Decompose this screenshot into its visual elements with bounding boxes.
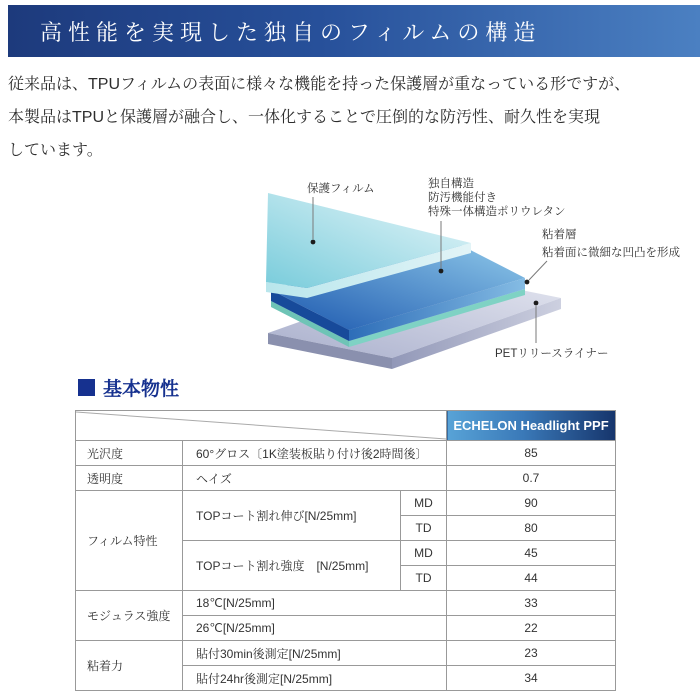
table-corner-cell — [76, 411, 447, 441]
label-protective-film: 保護フィルム — [307, 183, 375, 195]
row-value: 85 — [447, 441, 616, 466]
row-value: 80 — [447, 516, 616, 541]
section-heading — [78, 374, 179, 401]
label-adhesive-1: 粘着層 — [542, 229, 577, 241]
header-banner — [8, 5, 700, 57]
adhesive-leader-line — [529, 261, 547, 280]
row-category: 透明度 — [76, 466, 183, 491]
corner-diagonal-line — [76, 411, 446, 440]
row-test: 18℃[N/25mm] — [183, 591, 447, 616]
label-pet-liner: PETリリースライナー — [495, 348, 609, 360]
label-adhesive-2: 粘着面に微細な凹凸を形成 — [542, 247, 680, 259]
properties-table — [75, 410, 616, 691]
label-unique-structure-1: 独自構造 — [428, 178, 474, 190]
intro-line: 従来品は、TPUフィルムの表面に様々な機能を持った保護層が重なっている形ですが、 — [8, 76, 631, 93]
row-value: 33 — [447, 591, 616, 616]
row-test: TOPコート割れ強度 [N/25mm] — [183, 541, 401, 591]
row-value: 45 — [447, 541, 616, 566]
intro-paragraph — [8, 68, 694, 167]
row-category: フィルム特性 — [76, 491, 183, 591]
row-value: 44 — [447, 566, 616, 591]
row-test: 60°グロス〔1K塗装板貼り付け後2時間後〕 — [183, 441, 447, 466]
intro-line: しています。 — [8, 142, 103, 159]
section-title: 基本物性 — [103, 379, 180, 400]
row-value: 23 — [447, 641, 616, 666]
unique-structure-dot — [439, 269, 444, 274]
row-direction: TD — [401, 566, 447, 591]
row-test: 26℃[N/25mm] — [183, 616, 447, 641]
label-unique-structure-2: 防汚機能付き — [428, 192, 497, 204]
row-test: 貼付24hr後測定[N/25mm] — [183, 666, 447, 691]
label-unique-structure-3: 特殊一体構造ポリウレタン — [428, 206, 566, 218]
page-title: 高性能を実現した独自のフィルムの構造 — [40, 19, 542, 45]
row-direction: MD — [401, 491, 447, 516]
product-column-header: ECHELON Headlight PPF — [447, 411, 616, 441]
row-direction: TD — [401, 516, 447, 541]
row-value: 90 — [447, 491, 616, 516]
row-category: モジュラス強度 — [76, 591, 183, 641]
pet-liner-dot — [534, 301, 539, 306]
row-value: 34 — [447, 666, 616, 691]
row-category: 光沢度 — [76, 441, 183, 466]
row-test: TOPコート割れ伸び[N/25mm] — [183, 491, 401, 541]
row-test: 貼付30min後測定[N/25mm] — [183, 641, 447, 666]
row-direction: MD — [401, 541, 447, 566]
row-category: 粘着力 — [76, 641, 183, 691]
layer-diagram-svg — [185, 175, 680, 370]
adhesive-dot — [525, 280, 530, 285]
protective-film-dot — [311, 240, 316, 245]
row-test: ヘイズ — [183, 466, 447, 491]
row-value: 0.7 — [447, 466, 616, 491]
intro-line: 本製品はTPUと保護層が融合し、一体化することで圧倒的な防汚性、耐久性を実現 — [8, 109, 601, 126]
section-marker-square — [78, 379, 95, 396]
film-structure-diagram — [185, 175, 680, 370]
row-value: 22 — [447, 616, 616, 641]
